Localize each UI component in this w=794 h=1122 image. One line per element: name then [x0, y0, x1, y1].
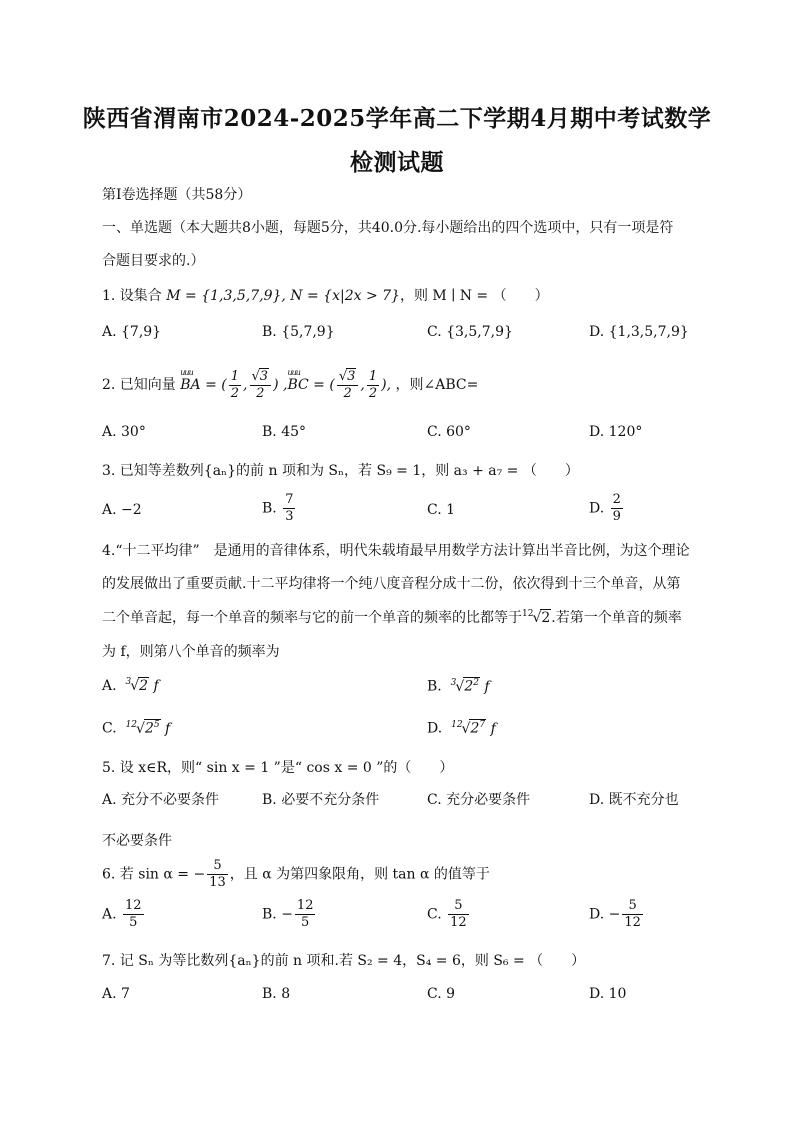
- q4-option-c: C. $^{12}√2^5$ f: [102, 719, 171, 737]
- exam-subtitle: 检测试题: [350, 149, 444, 176]
- q4-options-row2: [102, 719, 702, 749]
- q1-stem: 1. 设集合: [102, 288, 162, 304]
- q5-option-b: B. 必要不充分条件: [262, 792, 380, 808]
- q1-option-d: D. {1,3,5,7,9}: [589, 324, 689, 340]
- q2-option-a: A. 30°: [102, 424, 146, 440]
- q7-option-c: C. 9: [427, 986, 456, 1002]
- q1-set-m: M = {1,3,5,7,9}: [166, 288, 282, 304]
- q5-option-d: D. 既不充分也: [589, 792, 679, 808]
- question-4-line4: 为 f，则第八个单音的频率为: [102, 644, 280, 660]
- q4-option-a: A. $^3$√2 f: [102, 677, 159, 694]
- part1-instructions-line2: 合题目要求的.）: [102, 253, 205, 269]
- q1-option-c: C. {3,5,7,9}: [427, 324, 513, 340]
- q4-options-row1: [102, 677, 702, 707]
- q7-option-b: B. 8: [262, 986, 291, 1002]
- question-4-line1: 4.“十二平均律” 是通用的音律体系，明代朱载堉最早用数学方法计算出半音比例，为这个理论: [102, 543, 690, 559]
- q7-option-d: D. 10: [589, 986, 627, 1002]
- q4-option-d: D. $^{12}√2^7$ f: [427, 719, 496, 737]
- question-7: 7. 记 Sₙ 为等比数列{aₙ}的前 n 项和.若 S₂ = 4，S₄ = 6，则 S₆ = （ ）: [102, 953, 586, 969]
- question-1: [102, 285, 549, 305]
- q2-options: [102, 424, 702, 454]
- q3-option-c: C. 1: [427, 502, 456, 518]
- question-3: 3. 已知等差数列{aₙ}的前 n 项和为 Sₙ，若 S₉ = 1，则 a₃ + a₇ = （ ）: [102, 463, 579, 479]
- q5-options: [102, 789, 702, 819]
- q2-option-d: D. 120°: [589, 424, 643, 440]
- q1-tail: ，则 M ∣ N = （ ）: [399, 288, 549, 304]
- question-4-line3: 二个单音起，每一个单音的频率与它的前一个单音的频率的比都等于$^{12}$√2.若第一个单音的频率: [102, 609, 682, 626]
- q1-option-b: B. {5,7,9}: [262, 324, 335, 340]
- q1-option-a: A. {7,9}: [102, 324, 162, 340]
- q6-option-d: D. − $\frac{5}{12}$: [589, 898, 641, 930]
- exam-title: 陕西省渭南市2024-2025学年高二下学期4月期中考试数学: [82, 105, 712, 132]
- q3-option-a: A. −2: [102, 502, 142, 518]
- q6-option-c: C. $\frac{5}{12}$: [427, 898, 467, 930]
- q2-option-b: B. 45°: [262, 424, 307, 440]
- q2-tail: ，则∠ABC=: [395, 377, 479, 393]
- q7-options: [102, 986, 702, 1016]
- q6-options: [102, 898, 702, 938]
- q4-option-b: B. $^3√2^2$ f: [427, 677, 490, 695]
- q1-options: [102, 324, 702, 354]
- section-heading: 第I卷选择题（共58分）: [102, 187, 252, 203]
- q2-stem: 2. 已知向量: [102, 377, 176, 393]
- question-6: 6. 若 sin α = − $\frac{5}{13}$ ，且 α 为第四象限角，则 tan α 的值等于: [102, 858, 490, 890]
- q2-vector-bc: ,uuu BC = ( $\frac{√3}{2}$ , $\frac{1}{2}$ ),: [283, 377, 391, 393]
- q2-option-c: C. 60°: [427, 424, 471, 440]
- question-5: 5. 设 x∈R，则“ sin x = 1 ”是“ cos x = 0 ”的（ ）: [102, 760, 454, 776]
- q3-option-d: D. $\frac{2}{9}$: [589, 492, 621, 524]
- q6-option-a: A. $\frac{12}{5}$: [102, 898, 142, 930]
- part1-instructions-line1: 一、单选题（本大题共8小题，每题5分，共40.0分.每小题给出的四个选项中，只有一项是符: [102, 220, 674, 236]
- q7-option-a: A. 7: [102, 986, 130, 1002]
- q3-option-b: B. $\frac{7}{3}$: [262, 492, 294, 524]
- question-4-line2: 的发展做出了重要贡献.十二平均律将一个纯八度音程分成十二份，依次得到十三个单音，从第: [102, 576, 681, 592]
- q5-option-d-continued: 不必要条件: [102, 833, 172, 849]
- q2-vector-ba: uuu BA = ( $\frac{1}{2}$ , $\frac{√3}{2}$ ): [180, 377, 278, 393]
- q3-options: [102, 492, 702, 532]
- question-2: [102, 368, 478, 402]
- q1-set-n: , N = {x|2x > 7}: [281, 288, 400, 304]
- q5-option-a: A. 充分不必要条件: [102, 792, 220, 808]
- q5-option-c: C. 充分必要条件: [427, 792, 531, 808]
- q6-option-b: B. − $\frac{12}{5}$: [262, 898, 314, 930]
